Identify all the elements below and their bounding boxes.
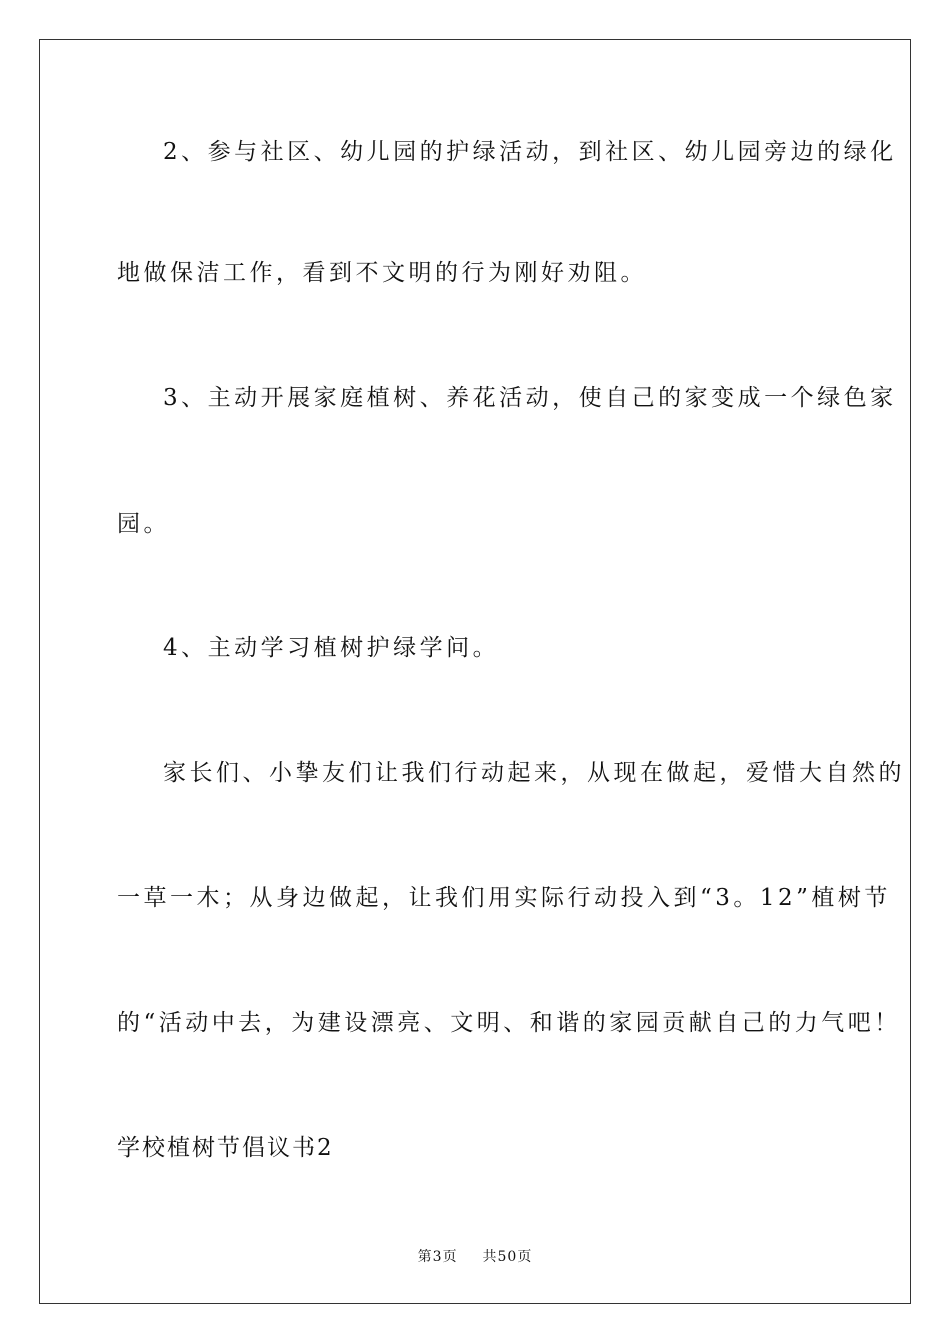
paragraph-line-2: 地做保洁工作，看到不文明的行为刚好劝阻。	[117, 260, 647, 286]
page-frame	[39, 39, 911, 1304]
paragraph-line-7: 一草一木；从身边做起，让我们用实际行动投入到“3。12”植树节	[117, 885, 891, 911]
paragraph-line-6: 家长们、小挚友们让我们行动起来，从现在做起，爱惜大自然的	[163, 760, 905, 786]
page-footer	[0, 1248, 950, 1266]
paragraph-line-4: 园。	[117, 511, 170, 537]
paragraph-line-5: 4、主动学习植树护绿学问。	[163, 635, 500, 661]
paragraph-line-8: 的“活动中去，为建设漂亮、文明、和谐的家园贡献自己的力气吧！	[117, 1010, 901, 1036]
paragraph-line-1: 2、参与社区、幼儿园的护绿活动，到社区、幼儿园旁边的绿化	[163, 139, 897, 165]
paragraph-line-3: 3、主动开展家庭植树、养花活动，使自己的家变成一个绿色家	[163, 385, 897, 411]
footer-total-pages: 共50页	[482, 1249, 533, 1265]
section-heading: 学校植树节倡议书2	[117, 1135, 334, 1161]
footer-page-number: 第3页	[417, 1249, 458, 1265]
